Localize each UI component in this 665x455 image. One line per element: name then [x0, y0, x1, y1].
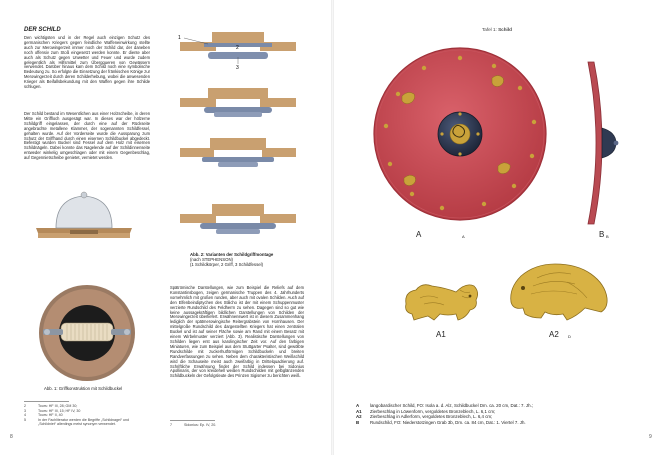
legend-text: Rundschild, FO: Niederstotzingen Grab 3b, Dm. ca. 84 cm, Dat.: 1. Viertel 7. Jh.	[370, 419, 526, 425]
legend-key: B	[356, 419, 360, 425]
footnote-number: 2	[24, 404, 26, 408]
paragraph-depictions: Spätrömische Darstellungen, wie zum Beispiel die Reliefs auf dem Konstantinsbogen, zeigen germanische Truppen des 4. Jahrhunderts vornehmlich mit großen runden, aber auch mit ovalen Schilden. Auch auf den Elfenbeindiptychen des Stilicho ist der mit einem Schuppenmuster verzierte Rundschild des Feldherrn zu sehen. Dagegen sind so gut wie keine aussagekräftigen bildlichen Darstellungen von Schilden der Merowingerzeit überliefert. Erwähnenswert ist in diesem Zusammenhang lediglich der spätmerowingische Reitergrabstein von Hornhausen. Der mittelgroße Rundschild des dargestellten Kriegers hat einen zentralen Buckel und ist auf seiner Fläche sowie am Rand mit einem Besatz mit einem Wirbelmuster verziert (Abb. 3). Realistische Darstellungen von Schilden liegen erst aus karolingischer Zeit vor. Auf den farbigen Miniaturen, wie zum Beispiel aus dem Stuttgarter Psalter, sind gewölbte Rundschilde mit zuckerhutförmigen Schildbuckeln und breiten Randverfassungen zu sehen. Neben dem charakteristischen Weißschild wird die Schauseite meist auch zweifarbig in Drittelquadrierung auf. Schriftliche Erwähnung findet der Schild indessen bei Sidonius Apollinaris, der von kreidehell weißen Rundschilden mit gelbglänzenden Schildbuckeln der Gefolgsleute des Prinzen Sigismer zu berichten weiß.	[170, 285, 304, 379]
shield-boss-illustration	[34, 188, 134, 248]
animal-applique	[492, 76, 504, 87]
footnote-number: 3	[24, 408, 26, 413]
variant-4	[180, 204, 296, 234]
legend-row	[356, 420, 616, 426]
eagle-applique	[507, 258, 611, 326]
variant-2	[180, 88, 296, 117]
legend-key: A1	[356, 408, 362, 414]
footnotes-left	[24, 404, 144, 427]
footnote-text: Sidonius: Ep. IV, 20.	[184, 423, 217, 427]
legend-key: A	[356, 403, 360, 408]
fig2-label-3: 3	[236, 65, 239, 71]
footnote-number: 4	[24, 413, 26, 418]
fig2-label-2: 2	[236, 45, 239, 51]
variant-3	[180, 138, 296, 167]
figure-label-b-small: B	[606, 234, 609, 239]
figure-label-a2-small: D	[568, 334, 571, 339]
footnote-rule	[24, 401, 69, 402]
page-number-left: 8	[10, 434, 13, 440]
fig2-label-1: 1	[178, 35, 181, 41]
figure-label-a2: A2	[549, 330, 559, 339]
section-heading: DER SCHILD	[24, 27, 61, 33]
shield-front-view	[372, 46, 548, 222]
plate-title-name: Schild	[498, 27, 512, 32]
legend-text: Zierbeschlag in Adlerform, vergoldetes Bronzeblech, L. 6,4 cm;	[370, 414, 493, 419]
paragraph-construction: Der Schild bestand im Wesentlichen aus einer Holzscheibe, in deren Mitte ein Griffloch ausgesägt war. In dieses war der hölzerne Schildgriff eingelassen, der durch eine auf der Rückseite angebrachte metallene Klammer, der sogenannten Schildfessel, gehalten wurde. Auf der Vorderseite wurde die Aussparung zum Schutz der Griffhand durch einen eisernen Schildbuckel abgedeckt. Befestigt wurden Buckel sind Fessel auf dem Holz mit eisernen Schildnägeln. Dabei konnte das Nagelende auf der Schildinnenseite entweder winkelig umgeschlagen oder mit einem Gegenbeschlag, auf Gegennietscheibe genietet, vernietet werden.	[24, 111, 150, 161]
footnote-right-col	[170, 423, 300, 428]
figure-label-a1: A1	[436, 330, 446, 339]
page-number-right: 9	[649, 434, 652, 440]
figure-1-caption: Abb. 1: Griffkonstruktion mit Schildbuckel	[44, 386, 123, 391]
grip-construction-figure	[37, 283, 137, 383]
footnote	[170, 423, 300, 428]
paragraph-intro: Den wichtigsten und in der Regel auch einzigen Schutz des germanischen Kriegers gegen feindliche Waffeneinwirkung stellte auch zur Merowingerzeit immer noch der Schild dar, der daneben noch offensiv zum Stoß eingesetzt werden konnte. Er diente aber auch als Schutz gegen Unwetter und Feuer und wurde zudem gelegentlich als Hilfsmittel zum Übergqueren von Gewässern verwendet. Darüber hinaus kam dem Schild noch eine symbolische Bedeutung zu. So erfolgte die Einsetzung der fränkischen Könige zur Merowingerzeit durch deren Schilderhebung, wobei die anwesenden Krieger als Beifallsbekundung mit den Waffen gegen ihre Schilde schlugen.	[24, 35, 150, 90]
legend-text: Zierbeschlag in Löwenform, vergoldetes Bronzeblech, L. 6,1 cm;	[370, 408, 496, 414]
footnote-text: In der Fachliteratur werden die Begriffe „Schildnagel“ und „Schildniet“ allerdings meist synonym verwendet.	[38, 417, 130, 427]
plate-legend	[356, 403, 616, 425]
footnote-text: Tours: HF II, 40	[38, 413, 63, 418]
footnote-text: Tours: HF III, 28; GM 30;	[38, 404, 78, 408]
footnote-number: 5	[24, 417, 26, 422]
footnote-rule-right-col	[170, 420, 215, 421]
legend-key: A2	[356, 414, 362, 419]
plate-title-prefix: Tafel 1:	[482, 27, 499, 32]
lion-applique	[400, 268, 482, 326]
figure-2-caption-source: (nach STEPHENSON)	[190, 257, 233, 263]
figure-2-caption-legend: (1 Schildkörper, 2 Griff, 3 Schildfessel)	[190, 262, 263, 268]
plate-title	[482, 27, 512, 32]
book-spine	[331, 0, 334, 455]
figure-label-a: A	[416, 230, 422, 239]
figure-2-caption	[190, 252, 273, 268]
grip-mounting-variants-figure	[178, 26, 298, 244]
figure-2-caption-title: Abb. 2: Varianten der Schildgriffmontage	[190, 252, 274, 257]
figure-label-a-small: A	[462, 234, 465, 239]
footnote-number: 7	[170, 423, 172, 427]
footnote-text: Tours: HF III, 15; HF IV, 30	[38, 408, 81, 413]
legend-text: langobardischer Schild, FO: Isola a. d. Alz, Schildbuckel Dm. ca. 20 cm, Dat.: 7. Jh.;	[370, 403, 534, 408]
figure-label-b: B	[599, 230, 605, 239]
footnote	[24, 418, 144, 427]
shield-side-view	[580, 60, 620, 226]
